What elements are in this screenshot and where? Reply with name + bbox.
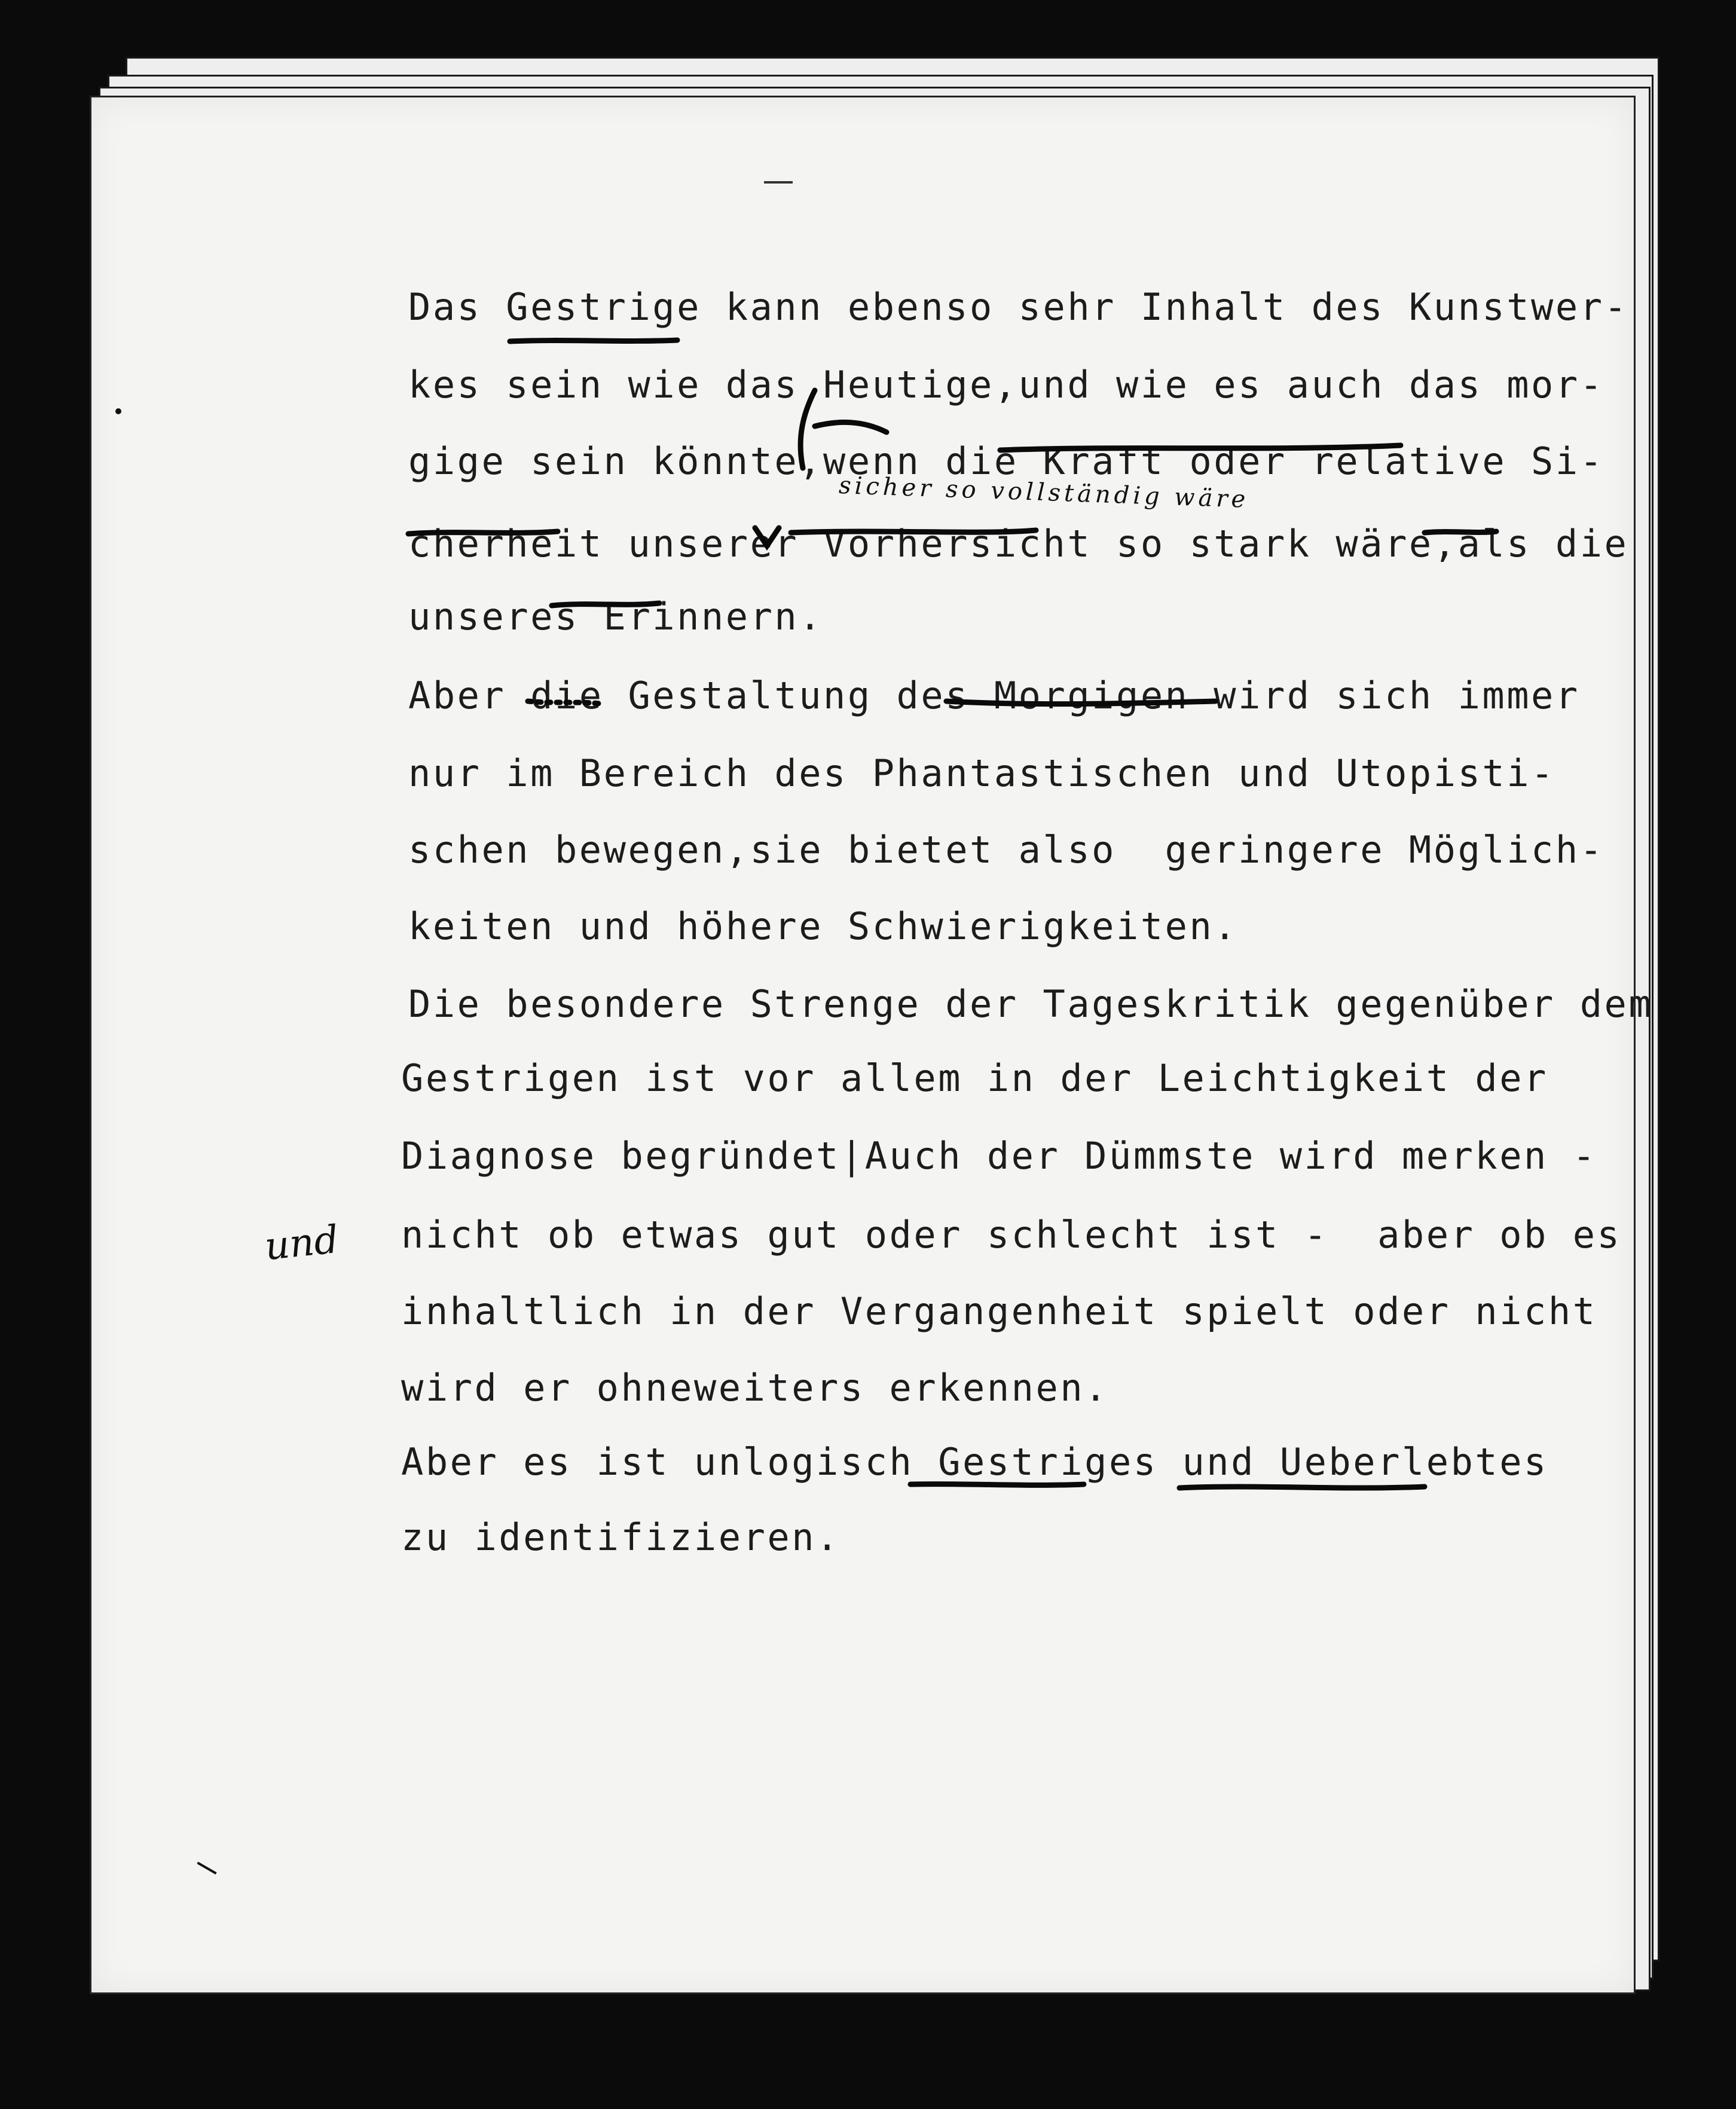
strikethrough-stroke bbox=[552, 603, 659, 606]
margin-mark bbox=[197, 1862, 216, 1874]
text-line: unseres Erinnern. bbox=[408, 595, 824, 638]
strikethrough-stroke bbox=[1000, 445, 1401, 450]
text-line: cherheit unserer Vorhersicht so stark wäre,als die bbox=[408, 522, 1629, 566]
ink-annotations bbox=[408, 285, 1664, 1604]
typewritten-page bbox=[90, 96, 1654, 1994]
strikethrough-stroke bbox=[408, 531, 558, 534]
text-line: zu identifizieren. bbox=[401, 1515, 841, 1559]
underline-stroke bbox=[1179, 1487, 1425, 1488]
text-line: inhaltlich in der Vergangenheit spielt oder nicht bbox=[401, 1289, 1597, 1333]
text-line: kes sein wie das Heutige,und wie es auch das mor- bbox=[408, 363, 1604, 406]
strikethrough-stroke bbox=[791, 530, 1036, 533]
strikethrough-stroke bbox=[1425, 531, 1496, 533]
handwritten-correction bbox=[800, 390, 887, 468]
text-line: Aber die Gestaltung des Morgigen wird sich immer bbox=[408, 674, 1580, 717]
text-line: keiten und höhere Schwierigkeiten. bbox=[408, 904, 1239, 948]
text-line: Die besondere Strenge der Tageskritik gegenüber dem bbox=[408, 982, 1654, 1026]
margin-dot bbox=[115, 408, 121, 414]
text-line: Diagnose begründet|Auch der Dümmste wird merken - bbox=[401, 1134, 1597, 1178]
underline-stroke bbox=[510, 340, 677, 341]
text-line: Das Gestrige kann ebenso sehr Inhalt des Kunstwer- bbox=[408, 285, 1629, 329]
text-line: Aber es ist unlogisch Gestriges und Ueberlebtes bbox=[401, 1440, 1548, 1484]
text-line: Gestrigen ist vor allem in der Leichtigkeit der bbox=[401, 1056, 1548, 1100]
handwritten-insertion: sicher so vollständig wäre bbox=[838, 472, 1249, 514]
typed-text-block bbox=[401, 285, 1654, 1783]
underline-stroke bbox=[528, 701, 600, 704]
margin-annotation: und bbox=[262, 1217, 341, 1270]
underline-stroke bbox=[910, 1484, 1084, 1486]
text-line: nicht ob etwas gut oder schlecht ist - aber ob es bbox=[401, 1213, 1622, 1257]
page-top-mark bbox=[764, 181, 793, 184]
text-line: nur im Bereich des Phantastischen und Utopisti- bbox=[408, 751, 1555, 795]
insertion-caret bbox=[755, 528, 779, 546]
text-line: wird er ohneweiters erkennen. bbox=[401, 1366, 1109, 1410]
underline-stroke bbox=[946, 701, 1215, 704]
text-line: gige sein könnte,wenn die Kraft oder relative Si- bbox=[408, 439, 1604, 483]
text-line: schen bewegen,sie bietet also geringere Möglich- bbox=[408, 828, 1604, 872]
